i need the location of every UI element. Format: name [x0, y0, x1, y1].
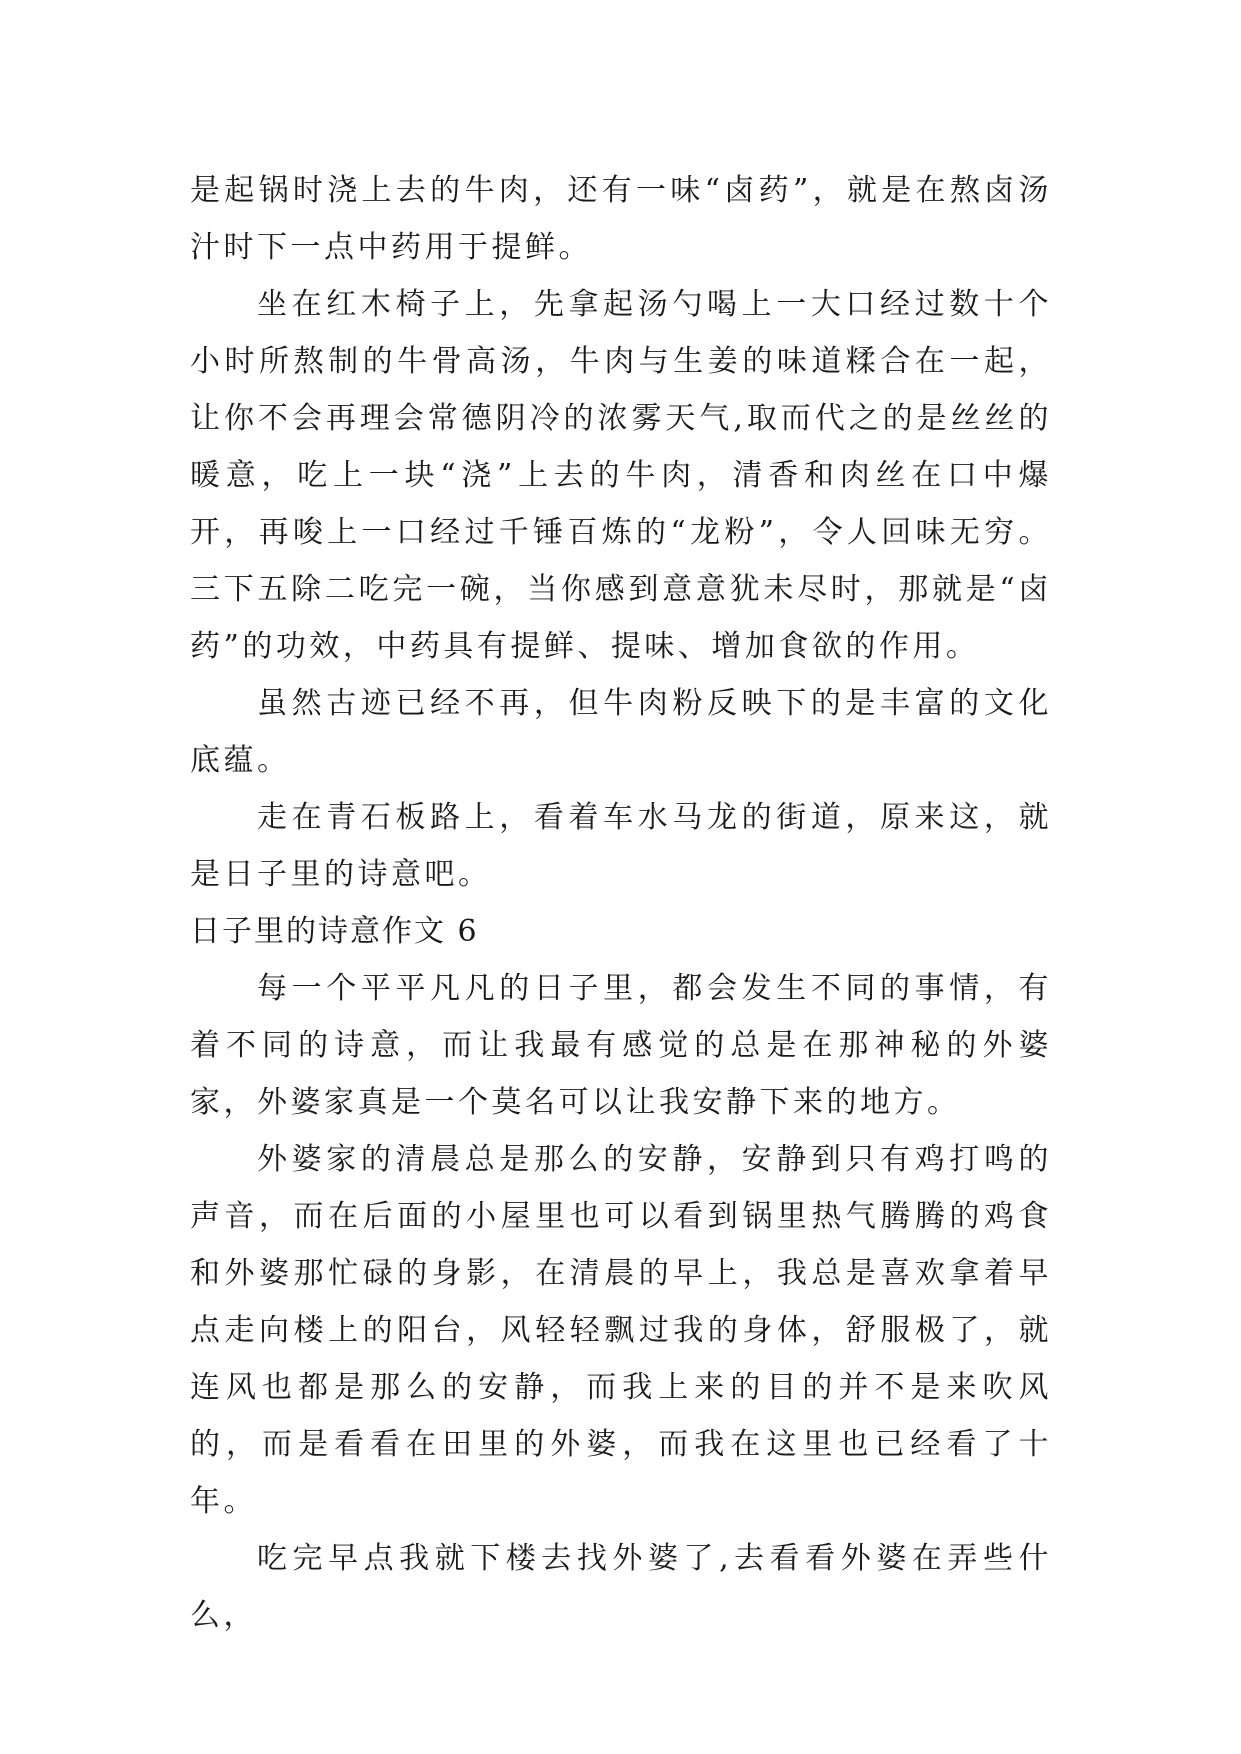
document-body [190, 162, 1052, 1644]
paragraph-street-walk: 走在青石板路上，看着车水马龙的街道，原来这，就是日子里的诗意吧。 [190, 800, 1052, 892]
section-heading: 日子里的诗意作文 6 [190, 914, 479, 949]
paragraph-after-breakfast: 吃完早点我就下楼去找外婆了,去看看外婆在弄些什么， [190, 1541, 1052, 1633]
paragraph-morning: 外婆家的清晨总是那么的安静，安静到只有鸡打鸣的声音，而在后面的小屋里也可以看到锅里热气腾腾的鸡食和外婆那忙碌的身影，在清晨的早上，我总是喜欢拿着早点走向楼上的阳台，风轻轻飘过我的身体，舒服极了，就连风也都是那么的安静，而我上来的目的并不是来吹风的，而是看看在田里的外婆，而我在这里也已经看了十年。 [190, 1142, 1052, 1519]
paragraph-continuation: 是起锅时浇上去的牛肉，还有一味“卤药”，就是在熬卤汤汁时下一点中药用于提鲜。 [190, 173, 1052, 265]
paragraph-grandma-home: 每一个平平凡凡的日子里，都会发生不同的事情，有着不同的诗意，而让我最有感觉的总是在那神秘的外婆家，外婆家真是一个莫名可以让我安静下来的地方。 [190, 971, 1052, 1120]
paragraph-culture: 虽然古迹已经不再，但牛肉粉反映下的是丰富的文化底蕴。 [190, 686, 1052, 778]
paragraph-soup-tasting: 坐在红木椅子上，先拿起汤勺喝上一大口经过数十个小时所熬制的牛骨高汤，牛肉与生姜的味道糅合在一起，让你不会再理会常德阴冷的浓雾天气,取而代之的是丝丝的暖意，吃上一块“浇”上去的牛肉，清香和肉丝在口中爆开，再唆上一口经过千锤百炼的“龙粉”，令人回味无穷。三下五除二吃完一碗，当你感到意意犹未尽时，那就是“卤药”的功效，中药具有提鲜、提味、增加食欲的作用。 [190, 287, 1052, 664]
